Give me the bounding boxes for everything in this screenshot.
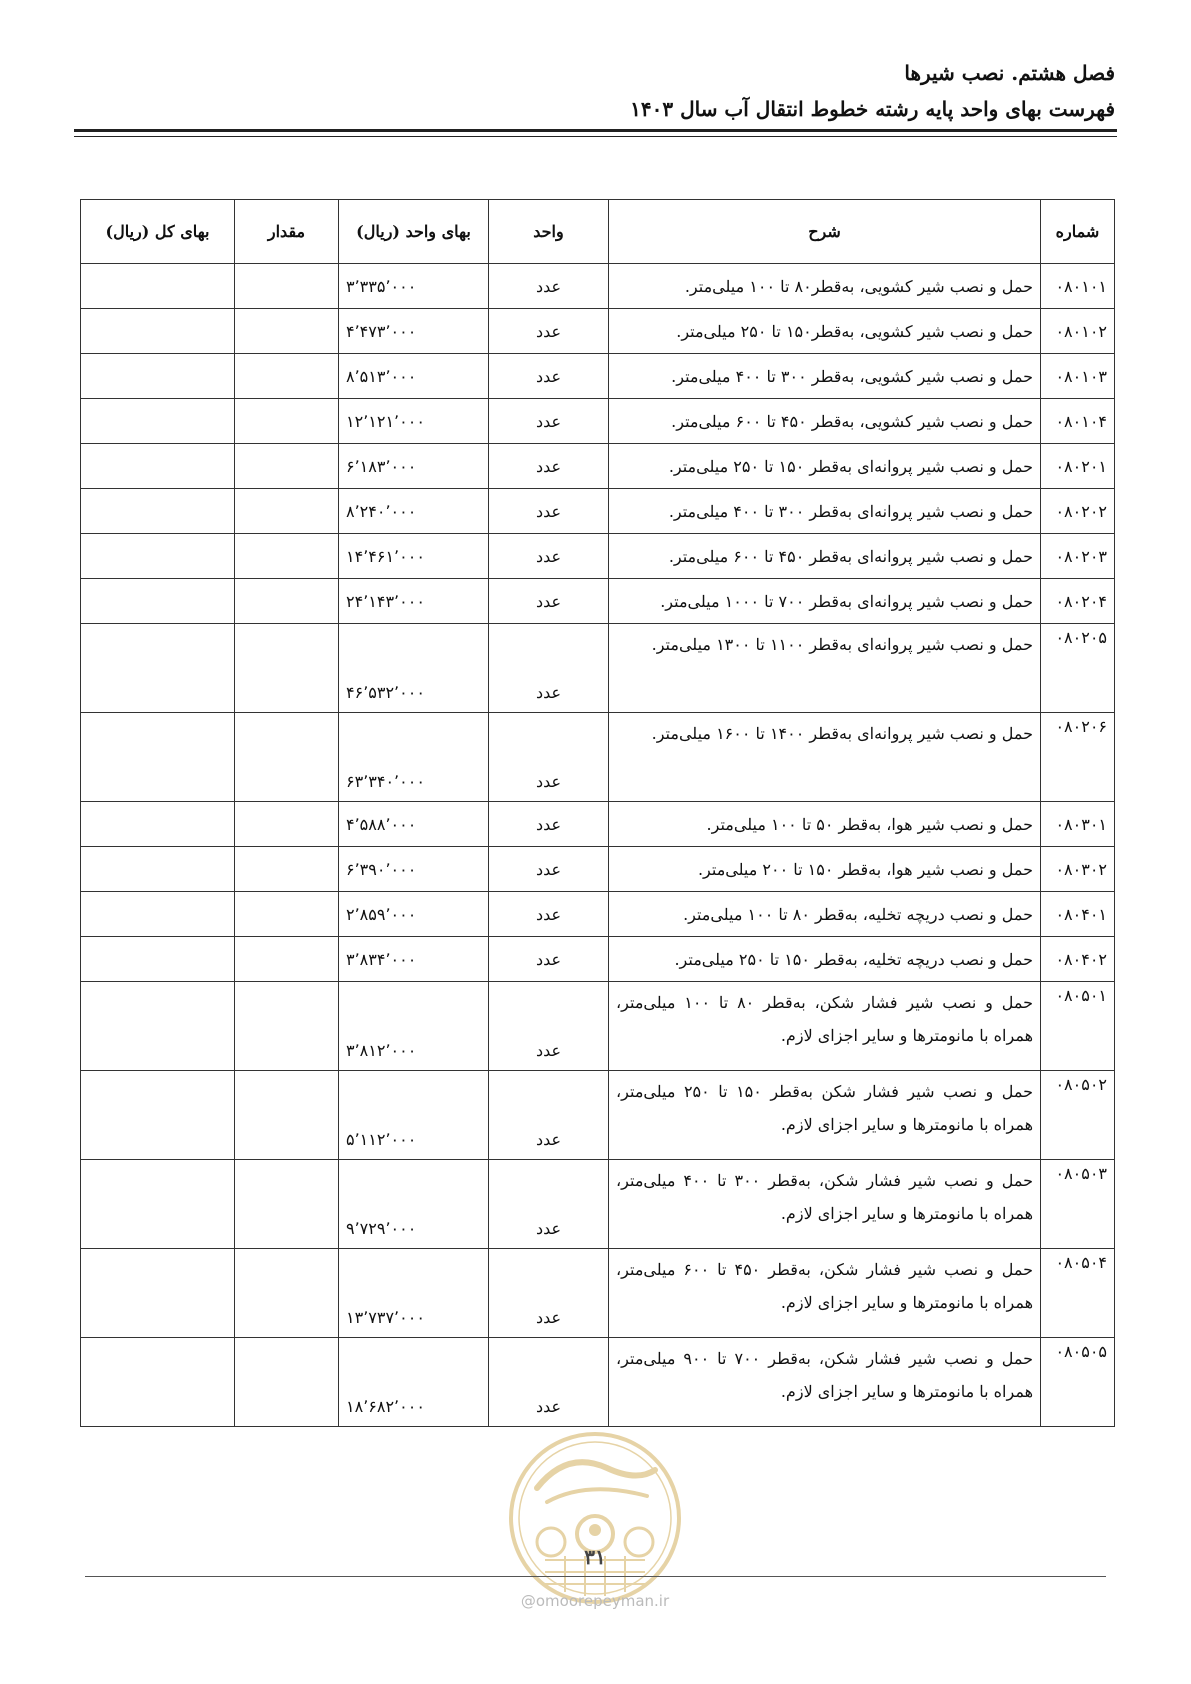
item-unit-price: ۹٬۷۲۹٬۰۰۰	[339, 1160, 489, 1249]
item-quantity	[235, 579, 339, 624]
item-quantity	[235, 354, 339, 399]
item-total-price	[81, 892, 235, 937]
item-unit: عدد	[489, 1338, 609, 1427]
footer-rule	[85, 1576, 1106, 1577]
item-total-price	[81, 444, 235, 489]
table-row	[81, 309, 1115, 354]
item-description: حمل و نصب شیر پروانه‌ای به‌قطر ۴۵۰ تا ۶۰۰ میلی‌متر.	[609, 534, 1041, 579]
item-code: ۰۸۰۳۰۱	[1041, 802, 1115, 847]
item-unit: عدد	[489, 399, 609, 444]
item-unit: عدد	[489, 982, 609, 1071]
item-quantity	[235, 1249, 339, 1338]
table-row	[81, 534, 1115, 579]
item-code: ۰۸۰۲۰۶	[1041, 713, 1115, 802]
header-rule-thin	[74, 136, 1117, 137]
item-unit: عدد	[489, 1160, 609, 1249]
table-row	[81, 892, 1115, 937]
item-description: حمل و نصب شیر کشویی، به‌قطر ۳۰۰ تا ۴۰۰ میلی‌متر.	[609, 354, 1041, 399]
item-total-price	[81, 713, 235, 802]
item-unit-price: ۱۲٬۱۲۱٬۰۰۰	[339, 399, 489, 444]
item-unit-price: ۸٬۵۱۳٬۰۰۰	[339, 354, 489, 399]
item-unit: عدد	[489, 489, 609, 534]
page-number: ۳۱	[584, 1545, 606, 1569]
item-total-price	[81, 579, 235, 624]
item-unit-price: ۶٬۳۹۰٬۰۰۰	[339, 847, 489, 892]
table-row	[81, 264, 1115, 309]
item-code: ۰۸۰۵۰۱	[1041, 982, 1115, 1071]
item-unit: عدد	[489, 847, 609, 892]
header-code: شماره	[1041, 200, 1115, 264]
price-table	[80, 199, 1115, 1427]
item-total-price	[81, 1160, 235, 1249]
table-row	[81, 713, 1115, 802]
table-header-row	[81, 200, 1115, 264]
item-quantity	[235, 937, 339, 982]
item-total-price	[81, 264, 235, 309]
item-code: ۰۸۰۵۰۵	[1041, 1338, 1115, 1427]
table-row	[81, 1249, 1115, 1338]
item-quantity	[235, 534, 339, 579]
item-total-price	[81, 309, 235, 354]
item-code: ۰۸۰۲۰۴	[1041, 579, 1115, 624]
item-description: حمل و نصب شیر فشار شکن، به‌قطر ۷۰۰ تا ۹۰۰ میلی‌متر، همراه با مانومترها و سایر اجزای لازم.	[609, 1338, 1041, 1427]
item-unit-price: ۳٬۳۳۵٬۰۰۰	[339, 264, 489, 309]
table-row	[81, 444, 1115, 489]
item-total-price	[81, 847, 235, 892]
item-description: حمل و نصب شیر پروانه‌ای به‌قطر ۷۰۰ تا ۱۰۰۰ میلی‌متر.	[609, 579, 1041, 624]
item-code: ۰۸۰۲۰۲	[1041, 489, 1115, 534]
item-unit-price: ۲٬۸۵۹٬۰۰۰	[339, 892, 489, 937]
item-unit: عدد	[489, 309, 609, 354]
item-description: حمل و نصب شیر پروانه‌ای به‌قطر ۱۵۰ تا ۲۵۰ میلی‌متر.	[609, 444, 1041, 489]
item-description: حمل و نصب شیر پروانه‌ای به‌قطر ۱۴۰۰ تا ۱۶۰۰ میلی‌متر.	[609, 713, 1041, 802]
watermark-url: @omoorepeyman.ir	[520, 1592, 670, 1610]
item-unit-price: ۸٬۲۴۰٬۰۰۰	[339, 489, 489, 534]
item-total-price	[81, 802, 235, 847]
table-row	[81, 579, 1115, 624]
header-quantity: مقدار	[235, 200, 339, 264]
table-row	[81, 399, 1115, 444]
item-description: حمل و نصب شیر فشار شکن، به‌قطر ۳۰۰ تا ۴۰۰ میلی‌متر، همراه با مانومترها و سایر اجزای لازم.	[609, 1160, 1041, 1249]
item-description: حمل و نصب دریچه تخلیه، به‌قطر ۸۰ تا ۱۰۰ میلی‌متر.	[609, 892, 1041, 937]
item-description: حمل و نصب شیر کشویی، به‌قطر ۴۵۰ تا ۶۰۰ میلی‌متر.	[609, 399, 1041, 444]
item-unit-price: ۱۳٬۷۳۷٬۰۰۰	[339, 1249, 489, 1338]
item-quantity	[235, 309, 339, 354]
item-code: ۰۸۰۱۰۲	[1041, 309, 1115, 354]
item-total-price	[81, 399, 235, 444]
header-unit-price: بهای واحد (ریال)	[339, 200, 489, 264]
item-unit: عدد	[489, 264, 609, 309]
item-unit-price: ۶۳٬۳۴۰٬۰۰۰	[339, 713, 489, 802]
watermark-seal-logo	[507, 1430, 683, 1606]
item-unit-price: ۴٬۵۸۸٬۰۰۰	[339, 802, 489, 847]
item-unit: عدد	[489, 534, 609, 579]
table-row	[81, 937, 1115, 982]
item-unit: عدد	[489, 892, 609, 937]
item-description: حمل و نصب شیر پروانه‌ای به‌قطر ۱۱۰۰ تا ۱۳۰۰ میلی‌متر.	[609, 624, 1041, 713]
item-total-price	[81, 1338, 235, 1427]
item-total-price	[81, 534, 235, 579]
item-total-price	[81, 489, 235, 534]
item-code: ۰۸۰۵۰۲	[1041, 1071, 1115, 1160]
item-description: حمل و نصب شیر هوا، به‌قطر ۵۰ تا ۱۰۰ میلی‌متر.	[609, 802, 1041, 847]
item-code: ۰۸۰۱۰۱	[1041, 264, 1115, 309]
item-total-price	[81, 982, 235, 1071]
item-code: ۰۸۰۳۰۲	[1041, 847, 1115, 892]
header-unit: واحد	[489, 200, 609, 264]
header-description: شرح	[609, 200, 1041, 264]
price-list-title: فهرست بهای واحد پایه رشته خطوط انتقال آب سال ۱۴۰۳	[630, 97, 1115, 121]
table-row	[81, 1338, 1115, 1427]
item-unit: عدد	[489, 937, 609, 982]
header-rule-thick	[74, 129, 1117, 132]
item-description: حمل و نصب شیر فشار شکن، به‌قطر ۴۵۰ تا ۶۰۰ میلی‌متر، همراه با مانومترها و سایر اجزای لازم.	[609, 1249, 1041, 1338]
chapter-title: فصل هشتم. نصب شیرها	[904, 61, 1115, 85]
item-total-price	[81, 1249, 235, 1338]
item-unit-price: ۱۴٬۴۶۱٬۰۰۰	[339, 534, 489, 579]
page-header	[76, 58, 1115, 124]
item-description: حمل و نصب شیر کشویی، به‌قطر۸۰ تا ۱۰۰ میلی‌متر.	[609, 264, 1041, 309]
item-description: حمل و نصب شیر کشویی، به‌قطر۱۵۰ تا ۲۵۰ میلی‌متر.	[609, 309, 1041, 354]
header-total-price: بهای کل (ریال)	[81, 200, 235, 264]
item-code: ۰۸۰۱۰۴	[1041, 399, 1115, 444]
item-description: حمل و نصب شیر فشار شکن، به‌قطر ۸۰ تا ۱۰۰ میلی‌متر، همراه با مانومترها و سایر اجزای لازم.	[609, 982, 1041, 1071]
item-description: حمل و نصب دریچه تخلیه، به‌قطر ۱۵۰ تا ۲۵۰ میلی‌متر.	[609, 937, 1041, 982]
item-quantity	[235, 444, 339, 489]
item-code: ۰۸۰۴۰۲	[1041, 937, 1115, 982]
item-code: ۰۸۰۲۰۱	[1041, 444, 1115, 489]
table-row	[81, 1160, 1115, 1249]
table-row	[81, 802, 1115, 847]
item-code: ۰۸۰۱۰۳	[1041, 354, 1115, 399]
item-quantity	[235, 982, 339, 1071]
table-row	[81, 847, 1115, 892]
item-quantity	[235, 802, 339, 847]
item-quantity	[235, 399, 339, 444]
item-code: ۰۸۰۵۰۴	[1041, 1249, 1115, 1338]
item-total-price	[81, 937, 235, 982]
item-unit: عدد	[489, 354, 609, 399]
table-row	[81, 982, 1115, 1071]
item-unit-price: ۴٬۴۷۳٬۰۰۰	[339, 309, 489, 354]
item-quantity	[235, 624, 339, 713]
table-row	[81, 624, 1115, 713]
item-quantity	[235, 1071, 339, 1160]
item-unit-price: ۵٬۱۱۲٬۰۰۰	[339, 1071, 489, 1160]
item-quantity	[235, 489, 339, 534]
item-unit: عدد	[489, 1071, 609, 1160]
item-unit-price: ۴۶٬۵۳۲٬۰۰۰	[339, 624, 489, 713]
item-code: ۰۸۰۲۰۵	[1041, 624, 1115, 713]
item-description: حمل و نصب شیر پروانه‌ای به‌قطر ۳۰۰ تا ۴۰۰ میلی‌متر.	[609, 489, 1041, 534]
item-total-price	[81, 354, 235, 399]
item-unit-price: ۲۴٬۱۴۳٬۰۰۰	[339, 579, 489, 624]
item-unit: عدد	[489, 579, 609, 624]
table-row	[81, 489, 1115, 534]
item-unit: عدد	[489, 802, 609, 847]
item-unit: عدد	[489, 624, 609, 713]
table-row	[81, 354, 1115, 399]
item-quantity	[235, 713, 339, 802]
item-unit: عدد	[489, 1249, 609, 1338]
item-unit-price: ۳٬۸۳۴٬۰۰۰	[339, 937, 489, 982]
item-unit: عدد	[489, 444, 609, 489]
item-description: حمل و نصب شیر فشار شکن به‌قطر ۱۵۰ تا ۲۵۰ میلی‌متر، همراه با مانومترها و سایر اجزای لازم.	[609, 1071, 1041, 1160]
item-unit: عدد	[489, 713, 609, 802]
item-unit-price: ۱۸٬۶۸۲٬۰۰۰	[339, 1338, 489, 1427]
item-total-price	[81, 1071, 235, 1160]
item-unit-price: ۶٬۱۸۳٬۰۰۰	[339, 444, 489, 489]
item-code: ۰۸۰۵۰۳	[1041, 1160, 1115, 1249]
item-quantity	[235, 1338, 339, 1427]
item-total-price	[81, 624, 235, 713]
table-row	[81, 1071, 1115, 1160]
item-quantity	[235, 847, 339, 892]
item-quantity	[235, 264, 339, 309]
item-description: حمل و نصب شیر هوا، به‌قطر ۱۵۰ تا ۲۰۰ میلی‌متر.	[609, 847, 1041, 892]
item-unit-price: ۳٬۸۱۲٬۰۰۰	[339, 982, 489, 1071]
item-code: ۰۸۰۴۰۱	[1041, 892, 1115, 937]
item-code: ۰۸۰۲۰۳	[1041, 534, 1115, 579]
item-quantity	[235, 1160, 339, 1249]
item-quantity	[235, 892, 339, 937]
